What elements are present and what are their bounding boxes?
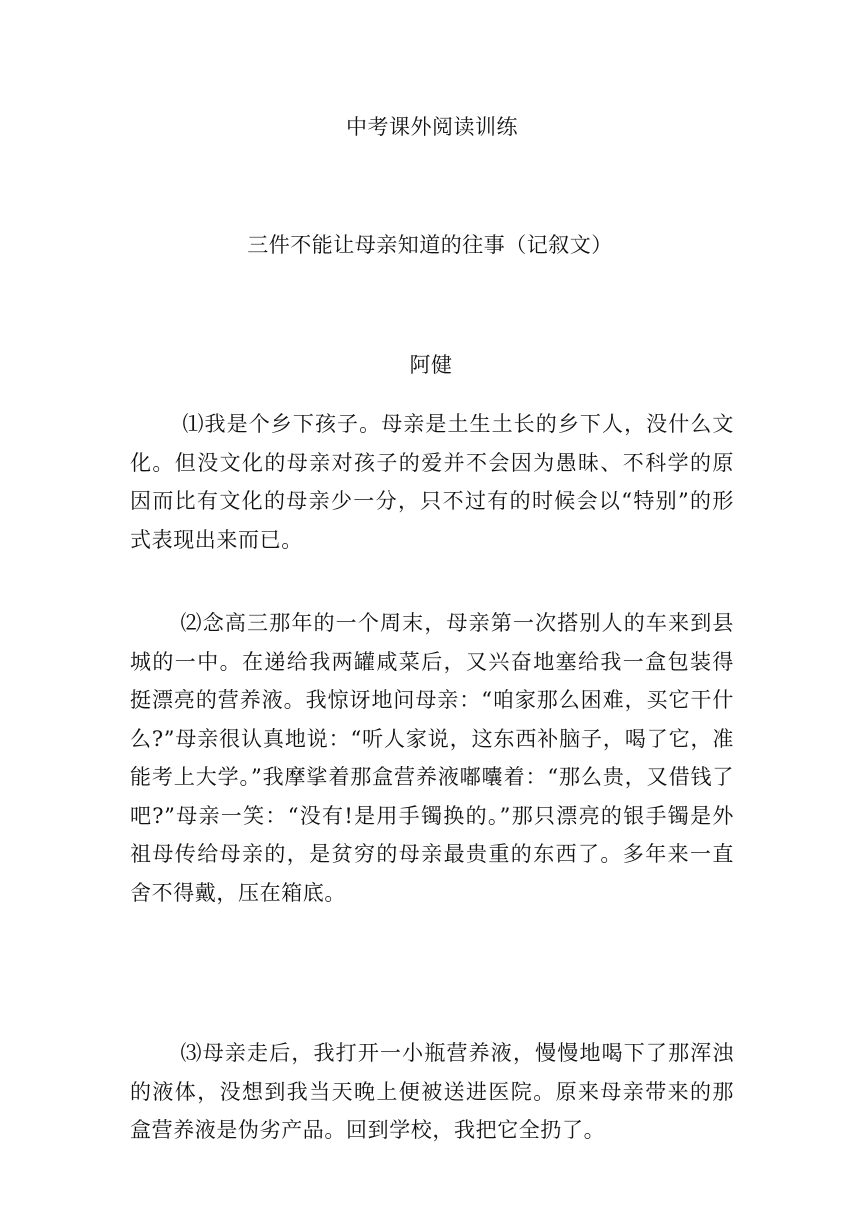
paragraph-2	[130, 604, 734, 912]
paragraph-2-text: ⑵念高三那年的一个周末，母亲第一次搭别人的车来到县城的一中。在递给我两罐咸菜后，又兴奋地塞给我一盒包装得挺漂亮的营养液。我惊讶地问母亲：“咱家那么困难，买它干什么?”母亲很认真地说：“听人家说，这东西补脑子，喝了它，准能考上大学。”我摩挲着那盒营养液嘟囔着：“那么贵，又借钱了吧?”母亲一笑：“没有!是用手镯换的。”那只漂亮的银手镯是外祖母传给母亲的，是贫穷的母亲最贵重的东西了。多年来一直舍不得戴，压在箱底。	[130, 611, 734, 905]
paragraph-3-text: ⑶母亲走后，我打开一小瓶营养液，慢慢地喝下了那浑浊的液体，没想到我当天晚上便被送进医院。原来母亲带来的那盒营养液是伪劣产品。回到学校，我把它全扔了。	[130, 1041, 734, 1142]
paragraph-1	[130, 405, 734, 559]
paragraph-3	[130, 1034, 734, 1150]
author-name: 阿健	[409, 353, 453, 377]
section-title: 中考课外阅读训练	[346, 115, 518, 139]
article-title: 三件不能让母亲知道的往事（记叙文）	[247, 233, 613, 257]
paragraph-1-text: ⑴我是个乡下孩子。母亲是土生土长的乡下人，没什么文化。但没文化的母亲对孩子的爱并不会因为愚昧、不科学的原因而比有文化的母亲少一分，只不过有的时候会以“特别”的形式表现出来而已。	[130, 412, 734, 552]
